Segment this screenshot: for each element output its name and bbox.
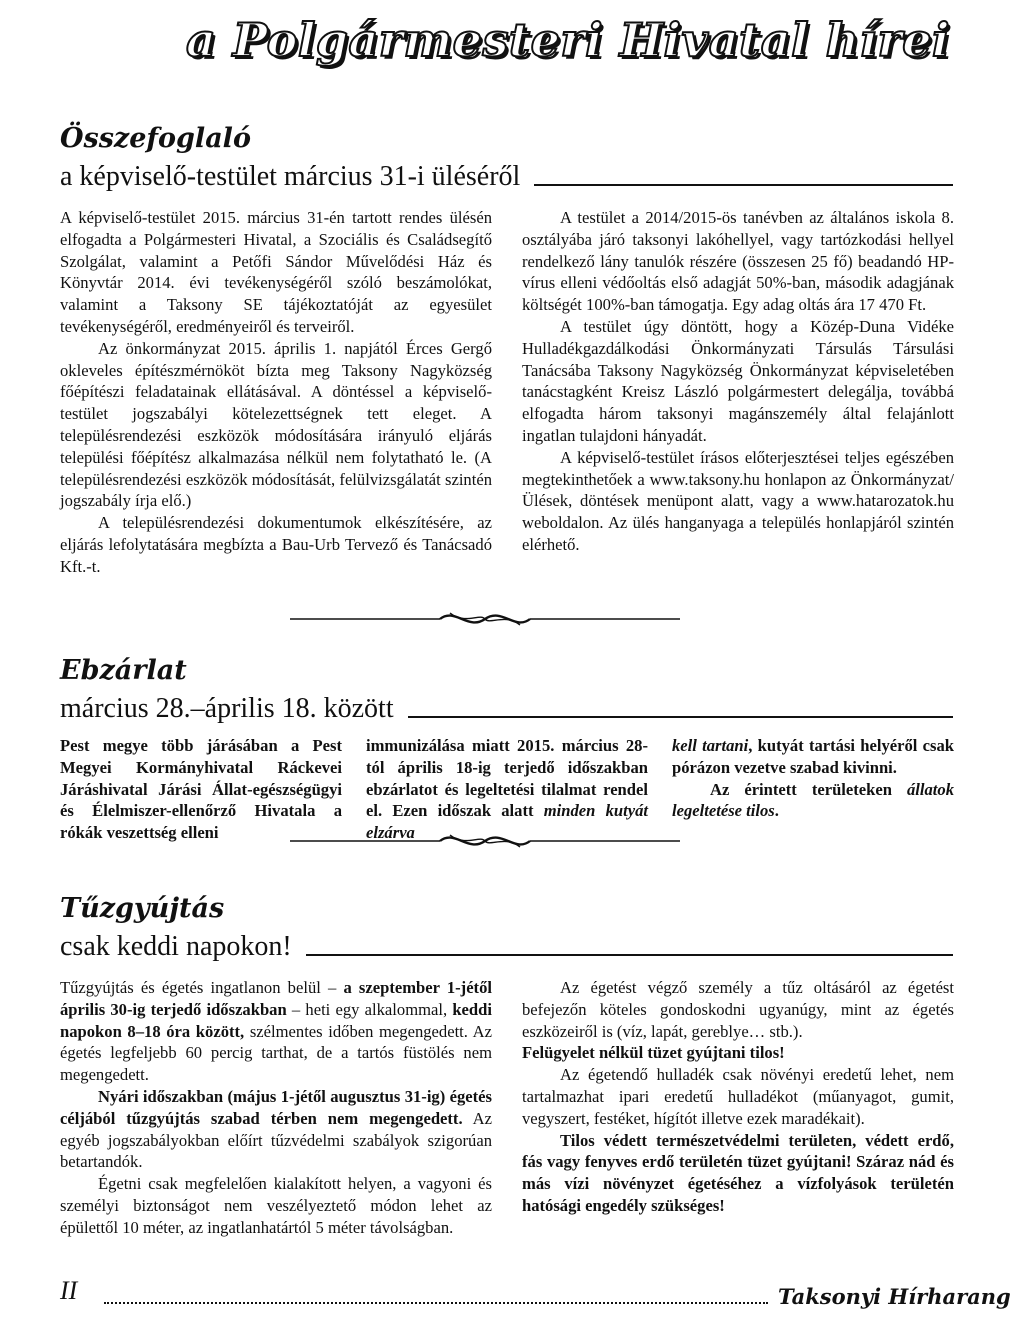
masthead-title: a Polgármesteri Hivatal hírei bbox=[185, 13, 950, 67]
subtitle-rule bbox=[306, 954, 953, 956]
emphasis-text: minden kutyát elzárva bbox=[366, 801, 648, 843]
section-subtitle-text: március 28.–április 18. között bbox=[60, 693, 394, 724]
bold-text: a szeptember 1-jétől április 30-ig terjedő időszakban bbox=[60, 978, 492, 1019]
page-number: II bbox=[60, 1276, 78, 1305]
paragraph: A testület úgy döntött, hogy a Közép-Duna Vidéke Hulladékgazdálkodási Önkormányzati Társulás Társulási Tanácsába Taksony Nagyközség Önkormányzat képviseletében tanácstagként Kreisz László polgármestert delegálja, továbbá elfogadta három taksonyi magánszemély által felajánlott ingatlan tulajdoni hányadát. bbox=[522, 316, 954, 445]
section-title-tuzgyujtas: Tűzgyújtás bbox=[60, 893, 225, 924]
paragraph: Pest megye több járásában a Pest Megyei Kormányhivatal Ráckevei Járáshivatal Járási Állat-egészségügyi és Élelmiszer-ellenőrző Hivatala a rókák veszettség elleni bbox=[60, 736, 342, 843]
paragraph: A testület a 2014/2015-ös tanévben az általános iskola 8. osztályába járó taksonyi lakóhellyel, vagy tartózkodási hellyel rendelkező lány tanulók részére (összesen 25 fő) beadandó HP-vírus elleni védőoltás első adagját 50%-ban, második adagjának költségét 100%-ban támogatja. Egy adag oltás ára 17 470 Ft. bbox=[522, 208, 954, 315]
paragraph: Az égetendő hulladék csak növényi eredetű lehet, nem tartalmazhat ipari eredetű hulladékot (műanyagot, gumit, vegyszert, festéket, hígítót illetve ezek maradékait). bbox=[522, 1065, 954, 1128]
ornament-divider bbox=[290, 604, 680, 634]
text: Tűzgyújtás és égetés ingatlanon belül – bbox=[60, 978, 344, 997]
section-subtitle-osszefoglalo bbox=[60, 161, 953, 193]
section-subtitle-text: csak keddi napokon! bbox=[60, 931, 292, 962]
paragraph: Az égetést végző személy a tűz oltásáról az égetést befejezőn köteles gondoskodni ugyanúgy, mint az égetés eszközeiről is (víz, lapát, gereblye… stb.). bbox=[522, 978, 954, 1041]
bold-text: Az érintett területeken bbox=[710, 779, 907, 799]
ornament-divider bbox=[290, 826, 680, 856]
text: Az egyéb jogszabályokban előírt tűzvédelmi szabályok szigorúan betartandók. bbox=[60, 1108, 492, 1172]
text: – heti egy alkalommal, bbox=[286, 999, 453, 1019]
paragraph: Égetni csak megfelelően kialakított helyen, a vagyoni és személyi biztonságot nem veszélyeztető módon lehet az épülettől 10 méter, az ingatlanhatártól 5 méter távolságban. bbox=[60, 1174, 492, 1237]
section-subtitle-ebzarlat bbox=[60, 693, 953, 725]
footer-brand: Taksonyi Hírharang bbox=[778, 1284, 1011, 1309]
section-subtitle-text: a képviselő-testület március 31-i üléséről bbox=[60, 161, 521, 192]
tuzgyujtas-left-column bbox=[60, 977, 492, 1239]
paragraph: A képviselő-testület 2015. március 31-én tartott rendes ülésén elfogadta a Polgármesteri Hivatal, a Szociális és Családsegítő Szolgálat, valamint a Petőfi Sándor Művelődési Ház és Könyvtár 2014. évi tevékenységéről szóló beszámolókat, valamint a Taksony SE tájékoztatóját az egyesület tevékenységéről, eredményeiről és terveiről. bbox=[60, 208, 492, 336]
article-left-column bbox=[60, 207, 492, 578]
paragraph: A képviselő-testület írásos előterjesztései teljes egészében megtekinthetőek a www.taksony.hu honlapon az Önkormányzat/Ülések, döntések menüpont alatt, vagy a www.hatarozatok.hu weboldalon. Az ülés hanganyaga a település honlapjáról szintén elérhető. bbox=[522, 447, 954, 554]
paragraph bbox=[60, 1086, 492, 1173]
section-title-osszefoglalo: Összefoglaló bbox=[60, 123, 251, 154]
paragraph bbox=[672, 735, 954, 779]
paragraph: Felügyelet nélkül tüzet gyújtani tilos! bbox=[522, 1043, 785, 1063]
bold-text: immunizálása miatt 2015. március 28-tól április 18-ig terjedő időszakban ebzárlatot és legeltetési tilalmat rendel el. Ezen időszak alatt bbox=[366, 736, 648, 821]
emphasis-text: állatok legeltetése tilos bbox=[672, 779, 954, 821]
tuzgyujtas-right-column bbox=[522, 977, 954, 1217]
section-title-ebzarlat: Ebzárlat bbox=[60, 655, 187, 686]
footer-dotted-rule bbox=[104, 1302, 768, 1304]
subtitle-rule bbox=[534, 184, 953, 186]
bold-text: , kutyát tartási helyéről csak pórázon vezetve szabad kivinni. bbox=[672, 736, 954, 777]
paragraph: Az önkormányzat 2015. április 1. napjától Érces Gergő okleveles építészmérnököt bízta meg Taksony Nagyközség főépítészi feladatainak ellátásával. A döntéssel a képviselő-testület jogszabályi kötelezettségnek tett eleget. A településrendezési eszközök módosítására irányuló eljárás települési főépítész alkalmazása nélkül nem folytatható le. (A településrendezési eszközök módosítását, felülvizsgálatát szintén jogszabály írja elő.) bbox=[60, 338, 492, 511]
paragraph bbox=[60, 977, 492, 1086]
article-right-column bbox=[522, 207, 954, 556]
bold-text: Nyári időszakban (május 1-jétől augusztus 31-ig) égetés céljából tűzgyújtás szabad térben nem megengedett. bbox=[60, 1086, 492, 1128]
text: szélmentes időben megengedett. Az égetés legfeljebb 60 percig tarthat, de a tartós füstölés nem megengedett. bbox=[60, 1021, 492, 1085]
bold-text: keddi napokon 8–18 óra között, bbox=[60, 999, 492, 1041]
subtitle-rule bbox=[408, 716, 953, 718]
paragraph bbox=[672, 779, 954, 823]
paragraph: Tilos védett természetvédelmi területen, védett erdő, fás vagy fenyves erdő területén tüzet gyújtani! Száraz nád és más vízi növényzet égetéséhez a vízfolyások területén hatósági engedély szükséges! bbox=[522, 1130, 954, 1215]
emphasis-text: kell tartani bbox=[672, 736, 749, 755]
section-subtitle-tuzgyujtas bbox=[60, 931, 953, 963]
masthead bbox=[150, 6, 950, 74]
ebzarlat-column-3 bbox=[672, 735, 954, 822]
paragraph: A településrendezési dokumentumok elkészítésére, az eljárás lefolytatására megbízta a Bau-Urb Tervező és Tanácsadó Kft.-t. bbox=[60, 513, 492, 576]
bold-text: . bbox=[774, 801, 779, 821]
